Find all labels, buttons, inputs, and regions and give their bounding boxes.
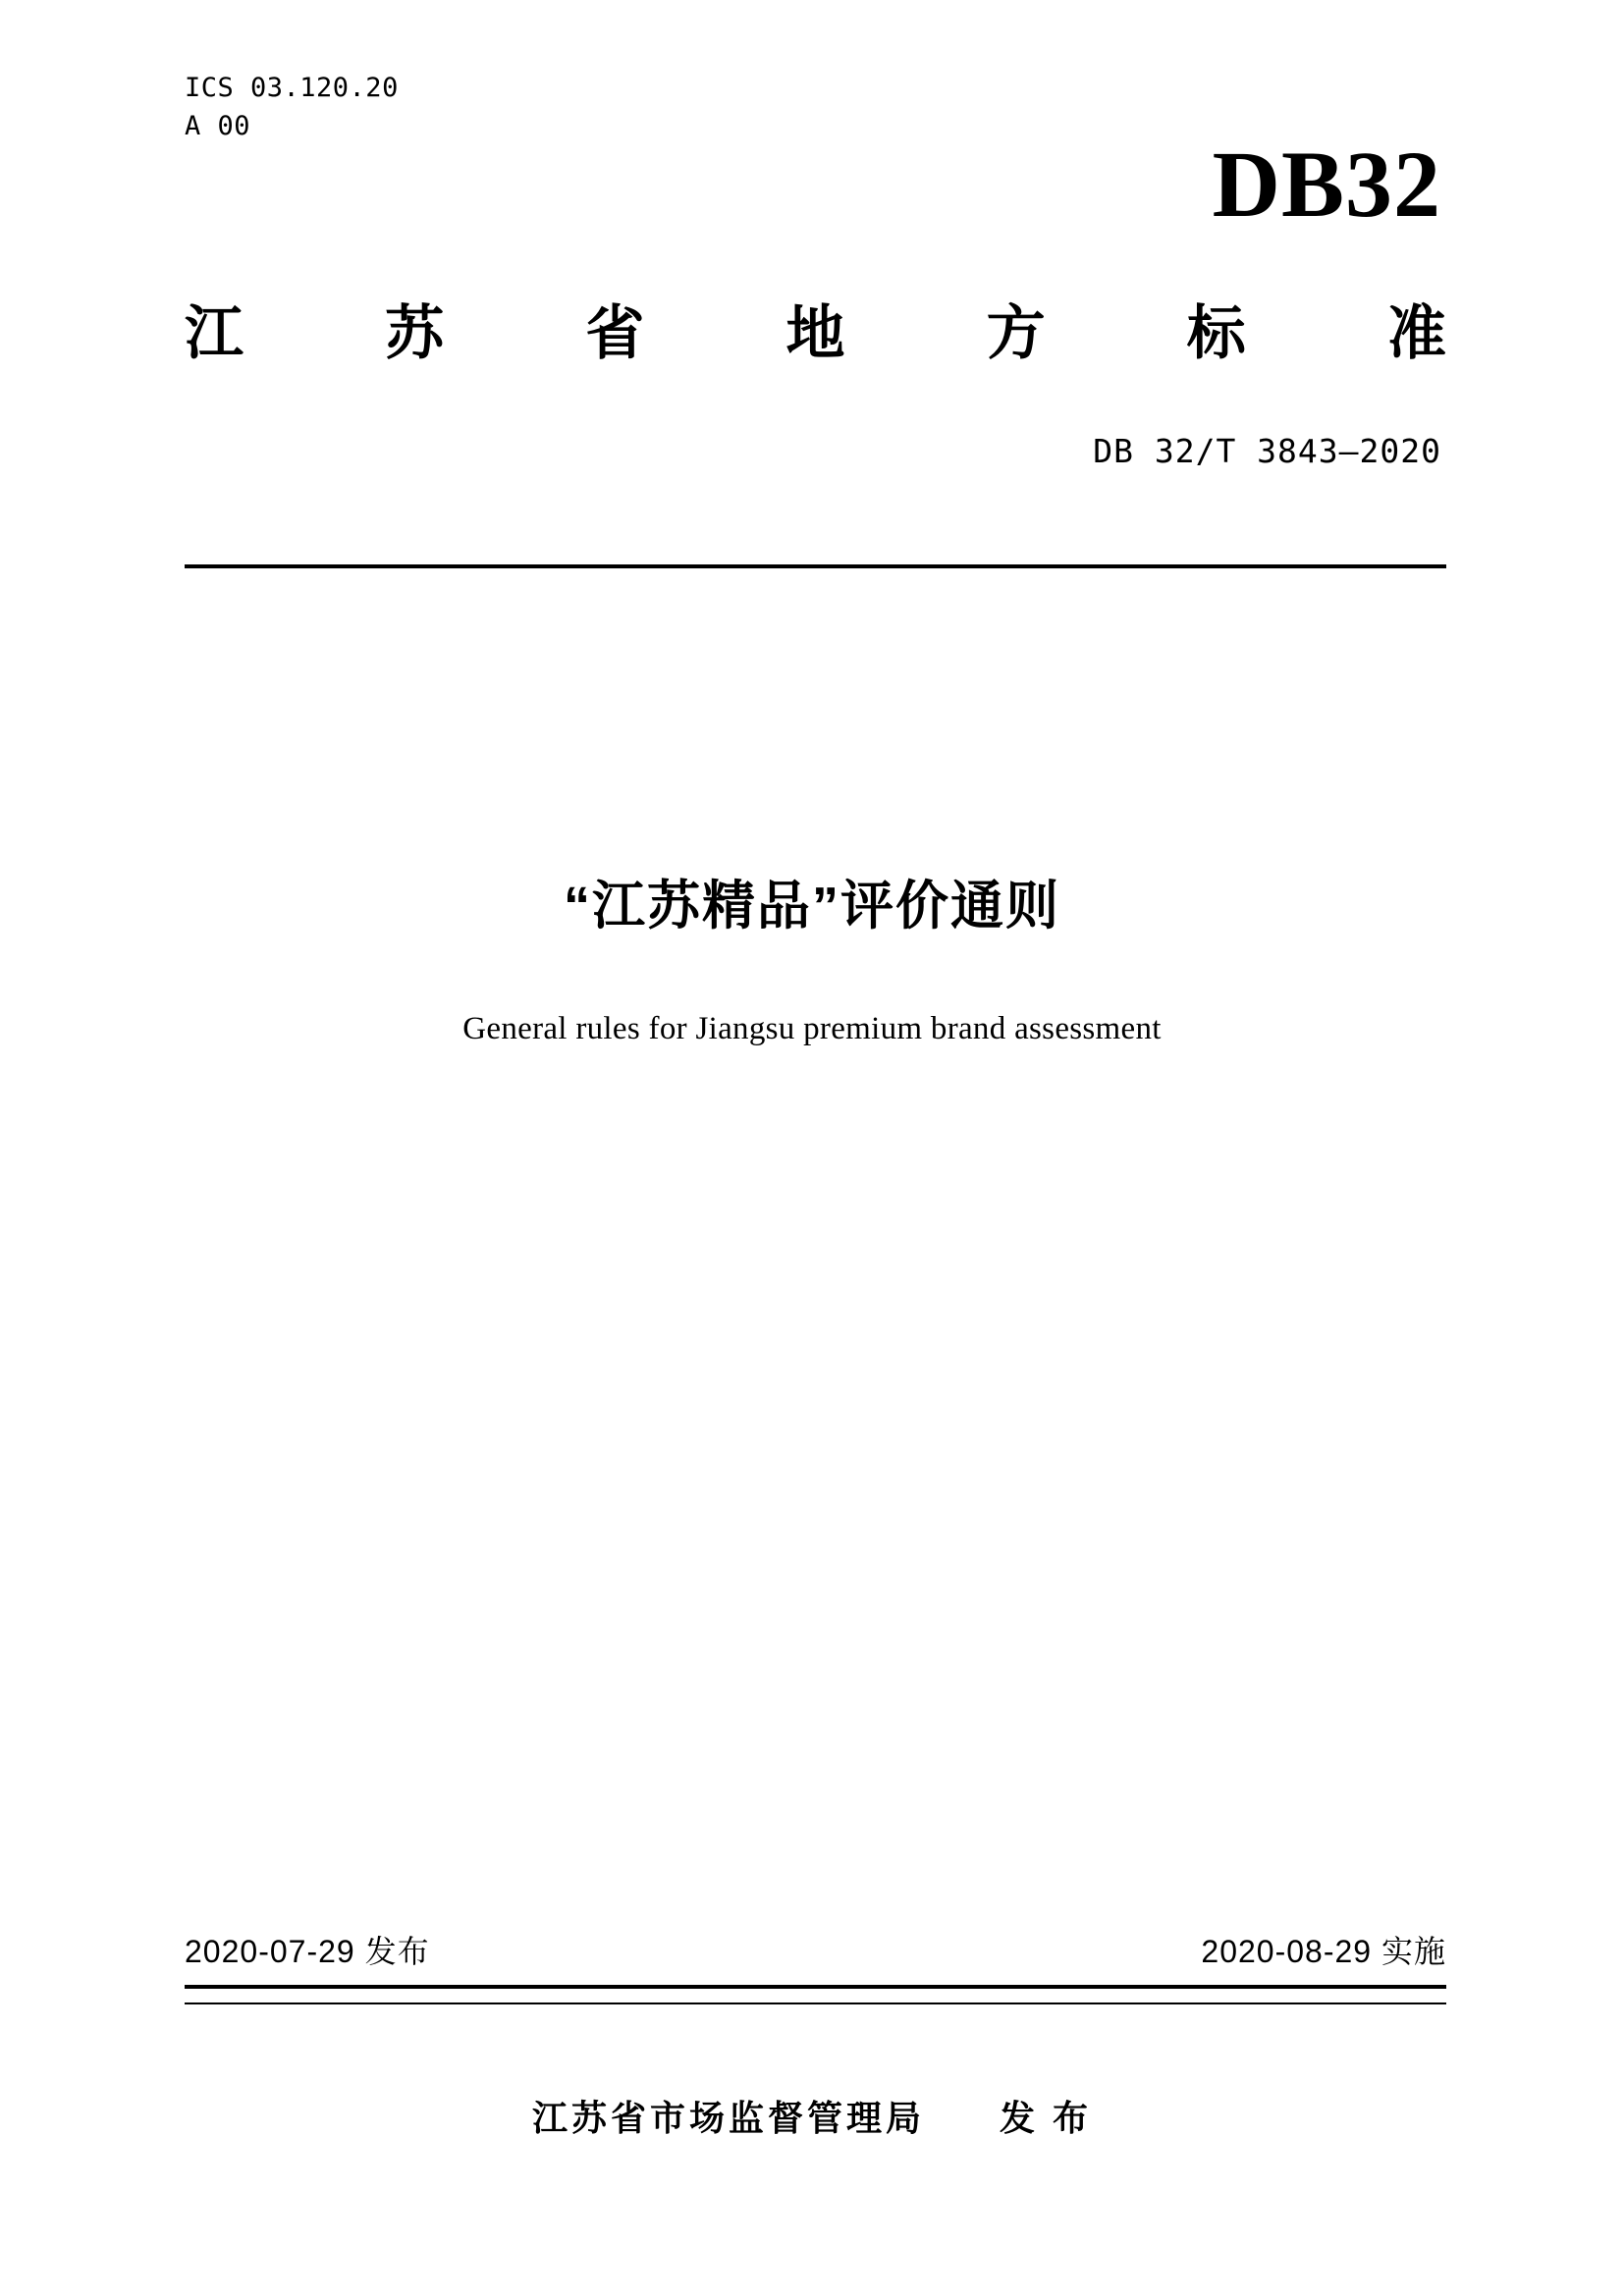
document-title-en: General rules for Jiangsu premium brand assessment bbox=[462, 1011, 1162, 1046]
standard-number: DB 32/T 3843—2020 bbox=[1093, 432, 1441, 470]
issuer-line bbox=[0, 2091, 1624, 2141]
issuer-action: 发 布 bbox=[1000, 2098, 1093, 2138]
footer-divider-thick bbox=[185, 1985, 1446, 1989]
classification-code: A 00 bbox=[185, 111, 251, 142]
issuer-name: 江苏省市场监督管理局 bbox=[531, 2098, 925, 2138]
standard-type-char-0: 江 bbox=[185, 300, 244, 366]
standard-mark: DB32 bbox=[1212, 132, 1441, 237]
effective-date: 2020-08-29 实施 bbox=[1201, 1934, 1446, 1969]
standard-type-title bbox=[185, 300, 1446, 366]
standard-type-char-3: 地 bbox=[785, 300, 845, 366]
issue-date: 2020-07-29 发布 bbox=[185, 1934, 430, 1969]
date-row bbox=[185, 1927, 1446, 1972]
header-divider bbox=[185, 564, 1446, 568]
standard-type-char-5: 标 bbox=[1186, 300, 1246, 366]
document-title-cn: “江苏精品”评价通则 bbox=[564, 877, 1060, 935]
standard-type-char-6: 准 bbox=[1386, 300, 1446, 366]
footer-divider-thin bbox=[185, 2002, 1446, 2004]
standard-type-char-1: 苏 bbox=[385, 300, 445, 366]
standard-type-char-2: 省 bbox=[585, 300, 645, 366]
ics-block bbox=[185, 69, 399, 145]
ics-code: ICS 03.120.20 bbox=[185, 73, 399, 103]
standard-type-char-4: 方 bbox=[986, 300, 1046, 366]
